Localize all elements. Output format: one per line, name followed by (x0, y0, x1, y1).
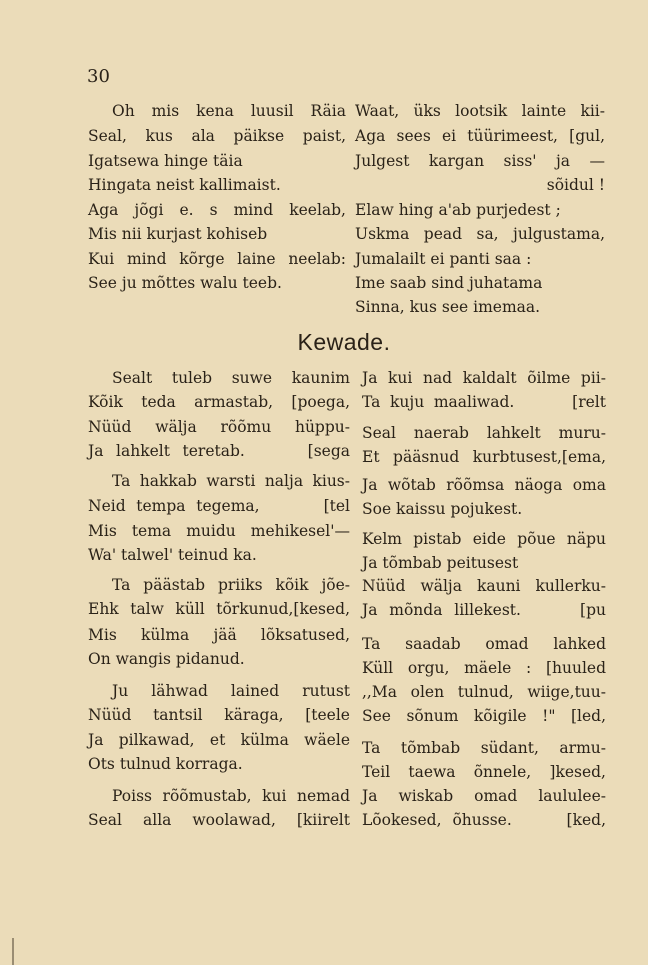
verse-line: Igatsewa hinge täia (88, 152, 243, 170)
verse-line: Ja lahkelt teretab. [sega (88, 442, 350, 460)
verse-line: Ime saab sind juhatama (355, 274, 543, 292)
verse-line: Ta tõmbab südant, armu- (362, 739, 606, 757)
verse-line: Ta saadab omad lahked (362, 635, 606, 653)
verse-line: Ja tõmbab peitusest (362, 554, 519, 572)
verse-line: Sealt tuleb suwe kaunim (112, 369, 350, 387)
verse-line: Wa' talwel' teinud ka. (88, 546, 257, 564)
verse-line: Ja wõtab rõõmsa näoga oma (362, 476, 606, 494)
verse-line: On wangis pidanud. (88, 650, 245, 668)
verse-line: Kõik teda armastab, [poega, (88, 393, 350, 411)
verse-line: Nüüd wälja kauni kullerku- (362, 577, 606, 595)
verse-line: Kelm pistab eide põue näpu (362, 530, 606, 548)
verse-line: Seal naerab lahkelt muru- (362, 424, 606, 442)
verse-line: Mis nii kurjast kohiseb (88, 225, 268, 243)
verse-line: Soe kaissu pojukest. (362, 500, 523, 518)
verse-line: Hingata neist kallimaist. (88, 176, 281, 194)
verse-line: Nüüd tantsil käraga, [teele (88, 706, 350, 724)
verse-line: sõidul ! (546, 176, 605, 194)
verse-line: Seal, kus ala päikse paist, (88, 127, 346, 145)
verse-line: Waat, üks lootsik lainte kii- (355, 102, 605, 120)
verse-line: Ja pilkawad, et külma wäele (88, 731, 350, 749)
verse-line: Ta päästab priiks kõik jõe- (112, 576, 350, 594)
margin-mark (12, 938, 14, 965)
verse-line: Uskma pead sa, julgustama, (355, 225, 605, 243)
verse-line: Lõokesed, õhusse. [ked, (362, 811, 606, 829)
verse-line: Elaw hing a'ab purjedest ; (355, 201, 561, 219)
verse-line: Nüüd wälja rõõmu hüppu- (88, 418, 350, 436)
verse-line: Jumalailt ei panti saa : (355, 250, 532, 268)
verse-line: Ots tulnud korraga. (88, 755, 243, 773)
verse-line: Neid tempa tegema, [tel (88, 497, 350, 515)
verse-line: Kui mind kõrge laine neelab: (88, 250, 346, 268)
verse-line: Ja wiskab omad laululee- (362, 787, 606, 805)
verse-line: Ju lähwad lained rutust (112, 682, 350, 700)
verse-line: Ta kuju maaliwad. [relt (362, 393, 606, 411)
verse-line: Poiss rõõmustab, kui nemad (112, 787, 350, 805)
verse-line: Teil taewa õnnele, ]kesed, (362, 763, 606, 781)
page-number: 30 (87, 66, 110, 87)
verse-line: Mis tema muidu mehikesel'— (88, 522, 350, 540)
verse-line: Mis külma jää lõksatused, (88, 626, 350, 644)
verse-line: See ju mõttes walu teeb. (88, 274, 282, 292)
verse-line: Oh mis kena luusil Räia (112, 102, 346, 120)
verse-line: Seal alla woolawad, [kiirelt (88, 811, 350, 829)
verse-line: ,,Ma olen tulnud, wiige,tuu- (362, 683, 606, 701)
verse-line: Et pääsnud kurbtusest,[ema, (362, 448, 606, 466)
verse-line: Julgest kargan siss' ja — (355, 152, 605, 170)
verse-line: Sinna, kus see imemaa. (355, 298, 541, 316)
verse-line: See sõnum kõigile !" [led, (362, 707, 606, 725)
verse-line: Küll orgu, mäele : [huuled (362, 659, 606, 677)
verse-line: Ja mõnda lillekest. [pu (362, 601, 606, 619)
section-heading: Kewade. (297, 329, 391, 355)
verse-line: Ehk talw küll tõrkunud,[kesed, (88, 600, 350, 618)
verse-line: Ja kui nad kaldalt õilme pii- (362, 369, 606, 387)
verse-line: Aga sees ei tüürimeest, [gul, (355, 127, 605, 145)
verse-line: Ta hakkab warsti nalja kius- (112, 472, 350, 490)
verse-line: Aga jõgi e. s mind keelab, (88, 201, 346, 219)
